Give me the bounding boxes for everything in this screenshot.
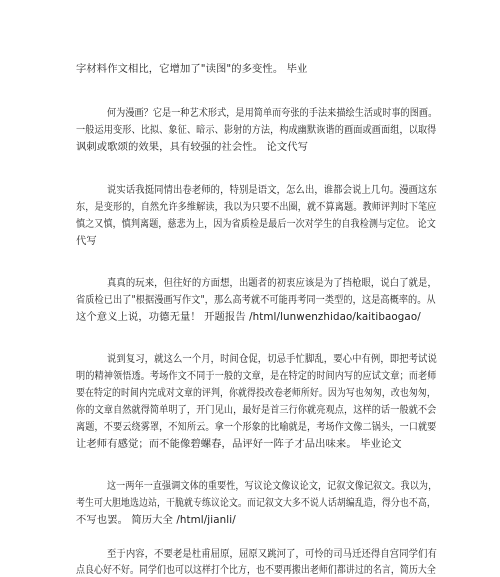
text-line: 说实话我挺同情出卷老师的，特别是语文，怎么出，谁都会说上几句。漫画这东: [107, 184, 437, 196]
text-line: 你的文章自然就得简单明了，开门见山，最好是首三行你就亮观点，这样的话一般就不会: [76, 404, 437, 416]
text-line: 考生可大胆地选边站，干脆就专练议论文。而记叙文大多不说人话胡编乱造，得分也不高，: [76, 497, 436, 509]
text-line: 省质检已出了"根据漫画写作文"，那么高考就不可能再考同一类型的，这是高概率的。从: [76, 294, 436, 306]
text-line: 一般运用变形、比拟、象征、暗示、影射的方法，构成幽默诙谐的画面或画面组，以取得: [76, 124, 437, 136]
text-line: 何为漫画？它是一种艺术形式，是用简单而夸张的手法来描绘生活或时事的图画。: [107, 107, 438, 119]
text-line: 让老师有感觉；而不能像碧螺春，品评好一阵子才品出味来。 毕业论文: [76, 438, 402, 450]
text-line: 字材料作文相比，它增加了"读图"的多变性。 毕业: [76, 63, 308, 75]
text-line: 离题，不要云绕雾罩，不知所云。拿一个形象的比喻就是，考场作文像二锅头，一口就要: [76, 421, 437, 433]
text-line: 这个意义上说，功德无量！ 开题报告 /html/lunwenzhidao/kaitibaogao/: [76, 311, 421, 323]
text-line: 至于内容，不要老是杜甫屈原，屈原又跳河了，可怜的司马迁还得自宫同学们有: [107, 548, 437, 560]
text-line: 真真的玩来，但往好的方面想，出题者的初衷应该是为了挡枪眼，说白了就是，: [107, 277, 437, 289]
text-line: 这一两年一直强调文体的重要性，写议论文像议论文，记叙文像记叙文。我以为，: [107, 480, 438, 492]
text-line: 说到复习，就这么一个月，时间仓促，切忌手忙脚乱，要心中有例，即把考试说: [107, 353, 437, 365]
text-line: 点良心好不好。同学们也可以这样打个比方，也不要再搬出老师们都讲过的名言，简历大全: [76, 564, 436, 576]
text-line: 不写也罢。 简历大全 /html/jianli/: [76, 514, 236, 526]
text-line: 慎之又慎，慎判离题，慈悲为上，因为省质检是最后一次对学生的自我检测与定位。 论文: [76, 218, 436, 230]
text-line: 东，是变形的，自然允许多维解读，我以为只要不出圈，就不算离题。教师评判时下笔应: [76, 201, 437, 213]
text-line: 要在特定的时间内完成对文章的评判，你就得投改卷老师所好。因为写也匆匆，改也匆匆，: [76, 387, 436, 399]
text-line: 代写: [76, 235, 97, 247]
text-line: 讽刺或歌颂的效果，具有较强的社会性。 论文代写: [76, 141, 309, 153]
text-line: 明的精神领悟透。考场作文不同于一般的文章，是在特定的时间内写的应试文章；而老师: [76, 370, 437, 382]
